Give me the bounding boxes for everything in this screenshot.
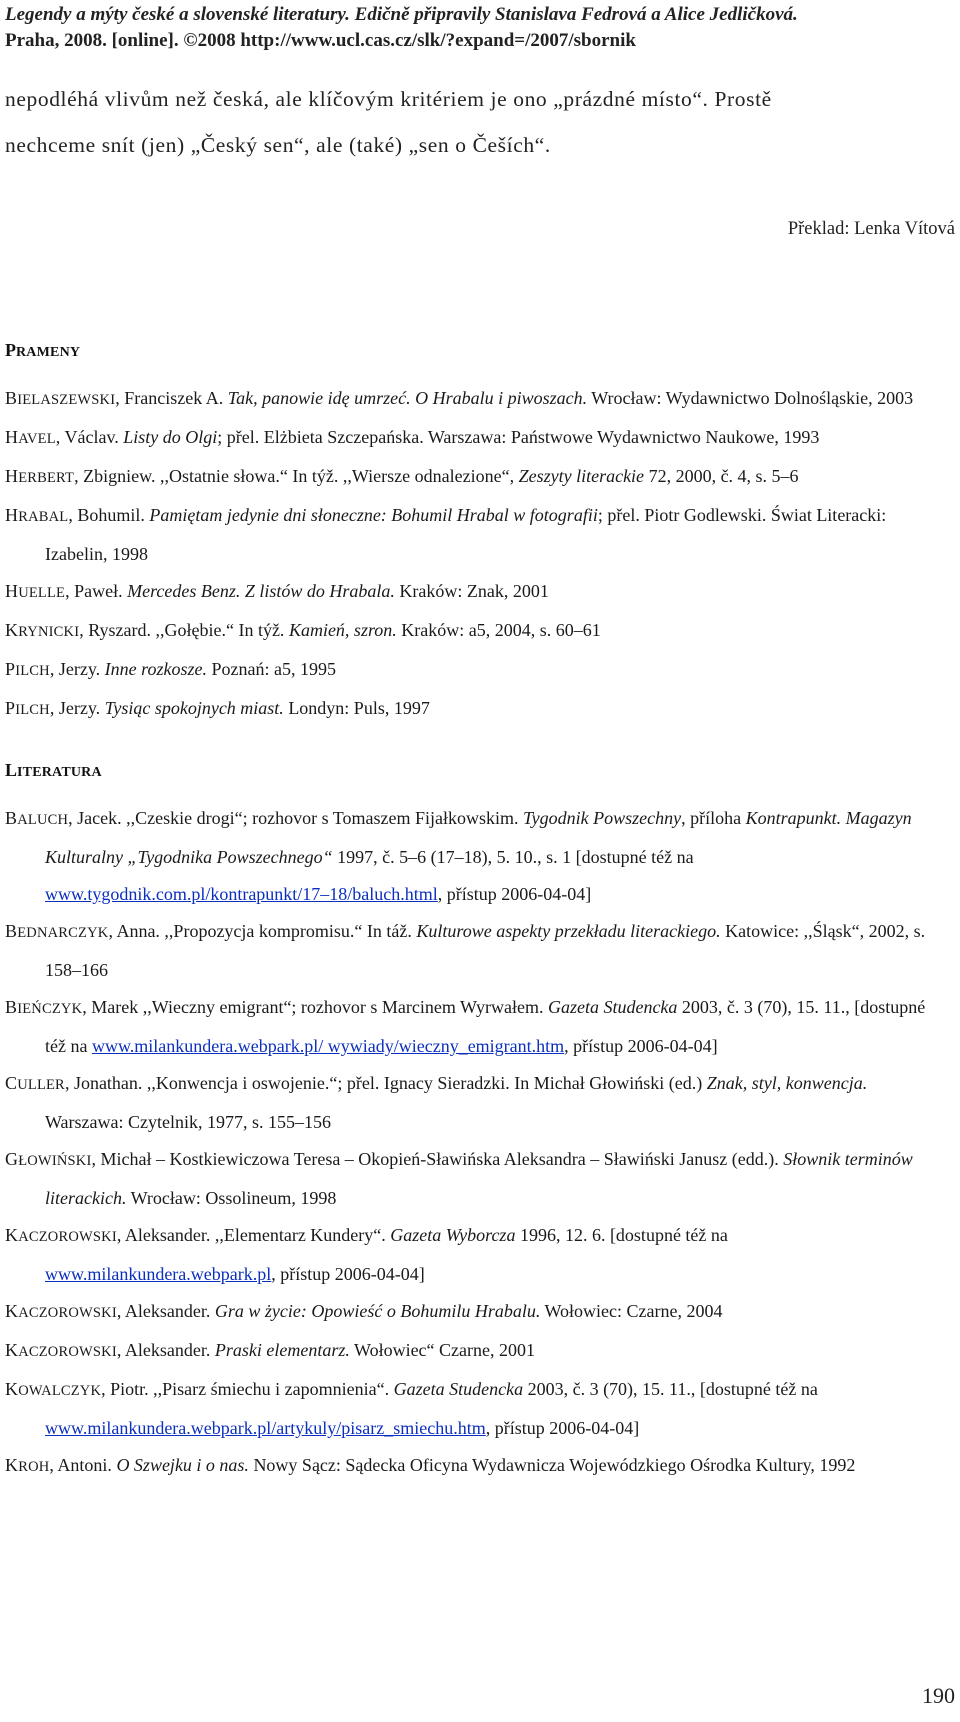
author-surname: BIEŃCZYK xyxy=(5,997,83,1017)
entry-text: Wołowiec: Czarne, 2004 xyxy=(540,1301,723,1321)
entry-text: , přístup 2006-04-04] xyxy=(437,884,592,904)
entry-text: 2003, č. 3 (70), 15. 11., [dostupné též na xyxy=(523,1379,818,1399)
entry-title: Gazeta Studencka xyxy=(547,997,678,1017)
author-surname: KACZOROWSKI xyxy=(5,1340,117,1360)
entry-text: 1997, č. 5–6 (17–18), 5. 10., s. 1 [dostupné též na xyxy=(332,847,694,867)
bib-entry xyxy=(5,1371,940,1447)
entry-text: 1996, 12. 6. [dostupné též na xyxy=(515,1225,728,1245)
author-surname: HRABAL xyxy=(5,505,69,525)
entry-text: , Ryszard. ,,Gołębie.“ In týž. xyxy=(79,620,289,640)
intro-line-2: nechceme snít (jen) „Český sen“, ale (také) „sen o Češích“. xyxy=(5,133,551,157)
entry-text: , Michał – Kostkiewiczowa Teresa – Okopień-Sławińska Aleksandra – Sławiński Janusz (edd.). xyxy=(91,1149,784,1169)
entry-text: Warszawa: Czytelnik, 1977, s. 155–156 xyxy=(45,1112,331,1132)
author-surname: PILCH xyxy=(5,698,50,718)
bib-entry xyxy=(5,1217,940,1293)
prameny-list xyxy=(5,380,940,729)
translation-credit: Překlad: Lenka Vítová xyxy=(787,219,955,239)
bib-entry xyxy=(5,1141,940,1217)
author-surname: KACZOROWSKI xyxy=(5,1301,117,1321)
entry-text: Poznań: a5, 1995 xyxy=(207,659,336,679)
author-surname: HUELLE xyxy=(5,581,66,601)
entry-text: , Aleksander. xyxy=(116,1301,215,1321)
entry-title: Gazeta Studencka xyxy=(393,1379,524,1399)
entry-text: Kraków: a5, 2004, s. 60–61 xyxy=(396,620,601,640)
entry-title: Słownik terminów literackich. xyxy=(45,1149,913,1208)
entry-text: , Zbigniew. ,,Ostatnie słowa.“ In týž. ,,Wiersze odnalezione“, xyxy=(74,466,519,486)
intro-paragraph xyxy=(5,76,935,168)
entry-text: ; přel. Elżbieta Szczepańska. Warszawa: Państwowe Wydawnictwo Naukowe, 1993 xyxy=(217,427,820,447)
section-title-cap: L xyxy=(5,760,18,780)
bib-entry xyxy=(5,380,940,419)
entry-text: , příloha xyxy=(681,808,746,828)
entry-text: , Jacek. ,,Czeskie drogi“; rozhovor s Tomaszem Fijałkowskim. xyxy=(68,808,523,828)
entry-text: 2003, č. 3 (70), 15. 11., [dostupné též na xyxy=(45,997,926,1056)
bib-entry xyxy=(5,1065,940,1141)
entry-title: Tygodnik Powszechny xyxy=(523,808,682,828)
header-line-2: Praha, 2008. [online]. ©2008 http://www.ucl.cas.cz/slk/?expand=/2007/sbornik xyxy=(5,30,636,51)
entry-title: Znak, styl, konwencja. xyxy=(706,1073,868,1093)
header-line-1: Legendy a mýty české a slovenské literatury. Edičně připravily Stanislava Fedrová a Alice Jedličková. xyxy=(5,4,798,25)
page-number: 190 xyxy=(922,1683,955,1708)
bib-entry xyxy=(5,573,940,612)
entry-text: Nowy Sącz: Sądecka Oficyna Wydawnicza Wojewódzkiego Ośrodka Kultury, 1992 xyxy=(248,1455,856,1475)
entry-text: , Bohumil. xyxy=(68,505,150,525)
entry-text: , Franciszek A. xyxy=(115,388,228,408)
author-surname: BIELASZEWSKI xyxy=(5,388,116,408)
bib-entry xyxy=(5,612,940,651)
entry-title: Listy do Olgi xyxy=(123,427,218,447)
entry-title: Inne rozkosze. xyxy=(104,659,207,679)
entry-text: , Antoni. xyxy=(49,1455,117,1475)
entry-title: Zeszyty literackie xyxy=(518,466,645,486)
entry-title: Praski elementarz. xyxy=(214,1340,350,1360)
entry-text: Kraków: Znak, 2001 xyxy=(394,581,549,601)
entry-text: , přístup 2006-04-04] xyxy=(271,1264,425,1284)
entry-title: Pamiętam jedynie dni słoneczne: Bohumil Hrabal w fotografii xyxy=(149,505,598,525)
entry-text: ; přel. Piotr Godlewski. Świat Literacki: Izabelin, 1998 xyxy=(45,505,887,564)
entry-link[interactable]: www.milankundera.webpark.pl/artykuly/pisarz_smiechu.htm xyxy=(45,1418,486,1438)
bib-entry xyxy=(5,497,940,573)
author-surname: BALUCH xyxy=(5,808,69,828)
entry-title: Tysiąc spokojnych miast. xyxy=(104,698,284,718)
section-title-cap: P xyxy=(5,340,16,360)
entry-text: Wołowiec“ Czarne, 2001 xyxy=(349,1340,536,1360)
entry-text: Katowice: ,,Śląsk“, 2002, s. 158–166 xyxy=(45,921,926,980)
entry-text: Londyn: Puls, 1997 xyxy=(283,698,430,718)
bib-entry xyxy=(5,458,940,497)
entry-text: , Paweł. xyxy=(65,581,128,601)
bib-entry xyxy=(5,690,940,729)
author-surname: PILCH xyxy=(5,659,50,679)
entry-text: 72, 2000, č. 4, s. 5–6 xyxy=(644,466,799,486)
author-surname: KROH xyxy=(5,1455,50,1475)
author-surname: KRYNICKI xyxy=(5,620,80,640)
entry-title: Tak, panowie idę umrzeć. O Hrabalu i piwoszach. xyxy=(227,388,588,408)
entry-text: , přístup 2006-04-04] xyxy=(485,1418,640,1438)
running-header xyxy=(5,2,945,54)
author-surname: BEDNARCZYK xyxy=(5,921,109,941)
entry-title: Kamień, szron. xyxy=(288,620,397,640)
entry-text: , Jerzy. xyxy=(49,698,105,718)
bib-entry xyxy=(5,651,940,690)
entry-text: , Piotr. ,,Pisarz śmiechu i zapomnienia“. xyxy=(101,1379,394,1399)
entry-text: Wrocław: Wydawnictwo Dolnośląskie, 2003 xyxy=(587,388,914,408)
entry-text: , Jerzy. xyxy=(49,659,105,679)
entry-link[interactable]: www.milankundera.webpark.pl xyxy=(45,1264,272,1284)
author-surname: KOWALCZYK xyxy=(5,1379,102,1399)
entry-text: , Václav. xyxy=(55,427,124,447)
author-surname: HAVEL xyxy=(5,427,56,447)
entry-title: Gra w życie: Opowieść o Bohumilu Hrabalu. xyxy=(214,1301,541,1321)
entry-text: , Anna. ,,Propozycja kompromisu.“ In táž. xyxy=(108,921,417,941)
entry-title: Mercedes Benz. Z listów do Hrabala. xyxy=(127,581,395,601)
section-title-prameny xyxy=(5,340,80,361)
entry-text: , Aleksander. ,,Elementarz Kundery“. xyxy=(116,1225,391,1245)
entry-title: O Szwejku i o nas. xyxy=(116,1455,249,1475)
entry-text: , přístup 2006-04-04] xyxy=(564,1036,718,1056)
entry-text: Wrocław: Ossolineum, 1998 xyxy=(126,1188,337,1208)
bib-entry xyxy=(5,913,940,989)
bib-entry xyxy=(5,800,940,913)
bib-entry xyxy=(5,989,940,1065)
entry-text: , Aleksander. xyxy=(116,1340,215,1360)
entry-text: , Marek ,,Wieczny emigrant“; rozhovor s Marcinem Wyrwałem. xyxy=(82,997,548,1017)
entry-text: , Jonathan. ,,Konwencja i oswojenie.“; přel. Ignacy Sieradzki. In Michał Głowiński (ed.) xyxy=(64,1073,707,1093)
bib-entry xyxy=(5,1447,940,1486)
entry-link[interactable]: www.milankundera.webpark.pl/ wywiady/wieczny_emigrant.htm xyxy=(91,1036,565,1056)
author-surname: GŁOWIŃSKI xyxy=(5,1149,92,1169)
bib-entry xyxy=(5,1293,940,1332)
author-surname: HERBERT xyxy=(5,466,75,486)
literatura-bib xyxy=(5,800,940,1486)
section-title-rest: RAMENY xyxy=(16,345,81,360)
entry-link[interactable]: www.tygodnik.com.pl/kontrapunkt/17–18/baluch.html xyxy=(45,884,438,904)
entry-title: Kulturowe aspekty przekładu literackiego. xyxy=(416,921,721,941)
author-surname: KACZOROWSKI xyxy=(5,1225,117,1245)
intro-line-1: nepodléhá vlivům než česká, ale klíčovým kritériem je ono „prázdné místo“. Prostě xyxy=(5,87,772,111)
bib-entry xyxy=(5,419,940,458)
entry-title: Gazeta Wyborcza xyxy=(390,1225,516,1245)
section-title-literatura xyxy=(5,760,102,781)
section-title-rest: ITERATURA xyxy=(17,765,102,780)
author-surname: CULLER xyxy=(5,1073,65,1093)
entry-title: Kontrapunkt. Magazyn Kulturalny „Tygodnika Powszechnego“ xyxy=(45,808,912,867)
bib-entry xyxy=(5,1332,940,1371)
